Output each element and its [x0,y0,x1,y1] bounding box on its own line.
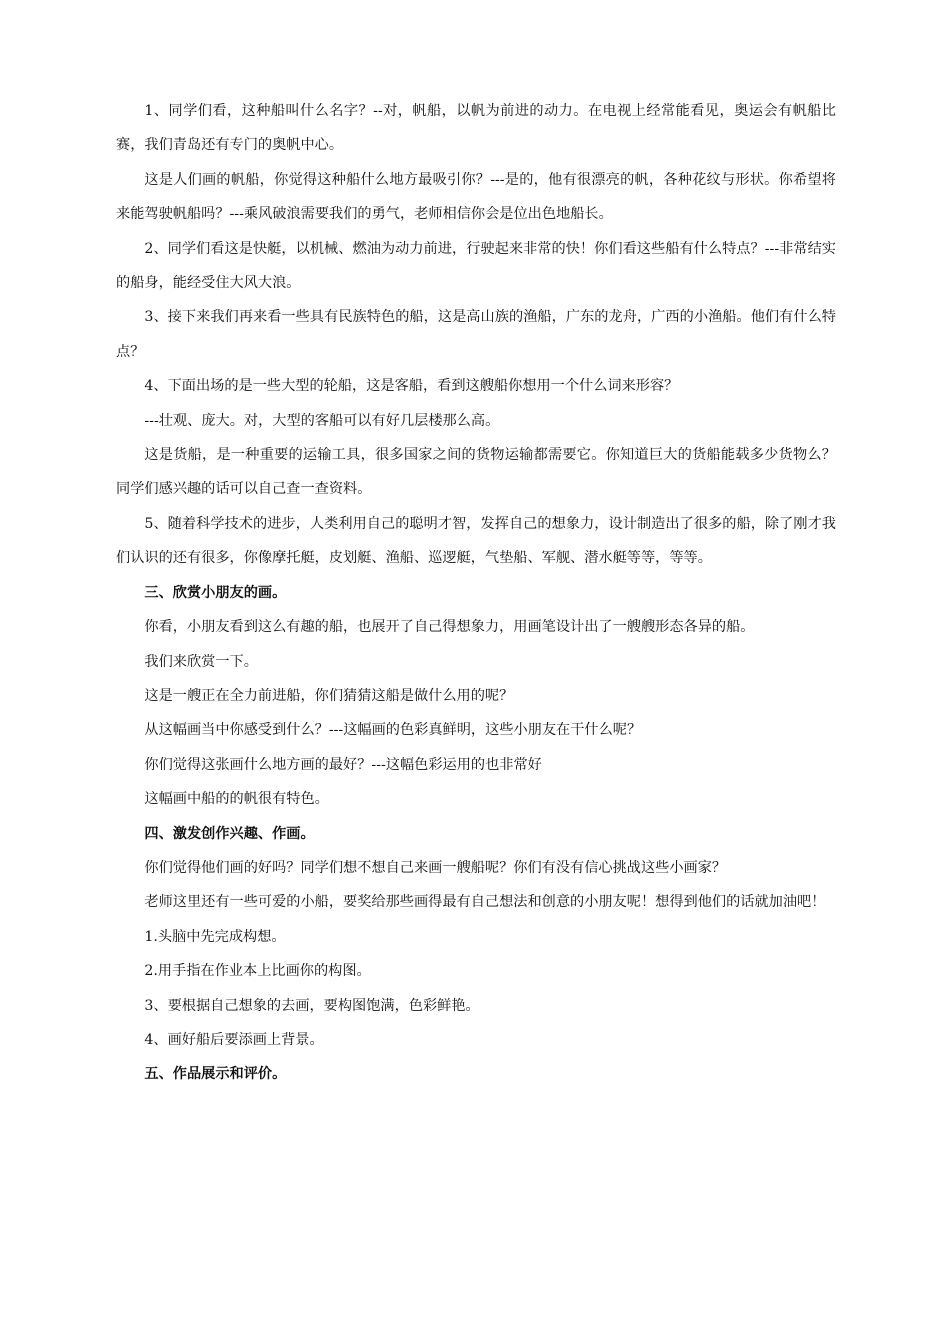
paragraph-painting-2: 从这幅画当中你感受到什么？---这幅画的色彩真鲜明，这些小朋友在干什么呢？ [144,722,642,739]
section-heading-3: 三、欣赏小朋友的画。 [144,584,287,601]
step-3: 3、要根据自己想象的去画，要构图饱满，色彩鲜艳。 [144,997,480,1014]
paragraph-sailboat-painting: 这是人们画的帆船，你觉得这种船什么地方最吸引你？---是的，他有很漂亮的帆，各种花纹与形状。你希望将来能驾驶帆船吗？---乘风破浪需要我们的勇气，老师相信你会是位出色地船长。 [116,171,836,223]
document-body [116,94,836,1092]
section-heading-4: 四、激发创作兴趣、作画。 [144,825,315,842]
paragraph-children-paintings: 你看，小朋友看到这么有趣的船，也展开了自己得想象力，用画笔设计出了一艘艘形态各异的船。 [144,619,755,636]
step-1: 1.头脑中先完成构想。 [144,928,286,945]
paragraph-cargo-ship: 这是货船，是一种重要的运输工具，很多国家之间的货物运输都需要它。你知道巨大的货船能载多少货物么？同学们感兴趣的话可以自己查一查资料。 [116,447,836,498]
paragraph-painting-4: 这幅画中船的的帆很有特色。 [144,791,329,808]
paragraph-ethnic-boats: 3、接下来我们再来看一些具有民族特色的船，这是高山族的渔船，广东的龙舟，广西的小渔船。他们有什么特点？ [116,309,836,360]
paragraph-painting-1: 这是一艘正在全力前进船，你们猜猜这船是做什么用的呢？ [144,687,514,704]
step-2: 2.用手指在作业本上比画你的构图。 [144,963,371,980]
section-heading-5: 五、作品展示和评价。 [144,1066,287,1083]
paragraph-reward: 老师这里还有一些可爱的小船，要奖给那些画得最有自己想法和创意的小朋友呢！想得到他们的话就加油吧！ [144,894,826,911]
paragraph-passenger-ship-answer: ---壮观、庞大。对，大型的客船可以有好几层楼那么高。 [144,412,500,429]
paragraph-technology: 5、随着科学技术的进步，人类利用自己的聪明才智，发挥自己的想象力，设计制造出了很多的船，除了刚才我们认识的还有很多，你像摩托艇，皮划艇、渔船、巡逻艇，气垫船、军舰、潜水艇等等，等等。 [116,515,836,567]
paragraph-challenge: 你们觉得他们画的好吗？同学们想不想自己来画一艘船呢？你们有没有信心挑战这些小画家？ [144,859,727,876]
paragraph-speedboat: 2、同学们看这是快艇，以机械、燃油为动力前进，行驶起来非常的快！你们看这些船有什么特点？---非常结实的船身，能经受住大风大浪。 [116,240,836,292]
paragraph-sailboat: 1、同学们看，这种船叫什么名字？--对，帆船，以帆为前进的动力。在电视上经常能看见，奥运会有帆船比赛，我们青岛还有专门的奥帆中心。 [116,103,836,154]
step-4: 4、画好船后要添画上背景。 [144,1031,324,1048]
paragraph-painting-3: 你们觉得这张画什么地方画的最好？---这幅色彩运用的也非常好 [144,756,542,773]
paragraph-passenger-ship: 4、下面出场的是一些大型的轮船，这是客船，看到这艘船你想用一个什么词来形容？ [144,378,679,395]
paragraph-appreciate: 我们来欣赏一下。 [144,653,258,670]
